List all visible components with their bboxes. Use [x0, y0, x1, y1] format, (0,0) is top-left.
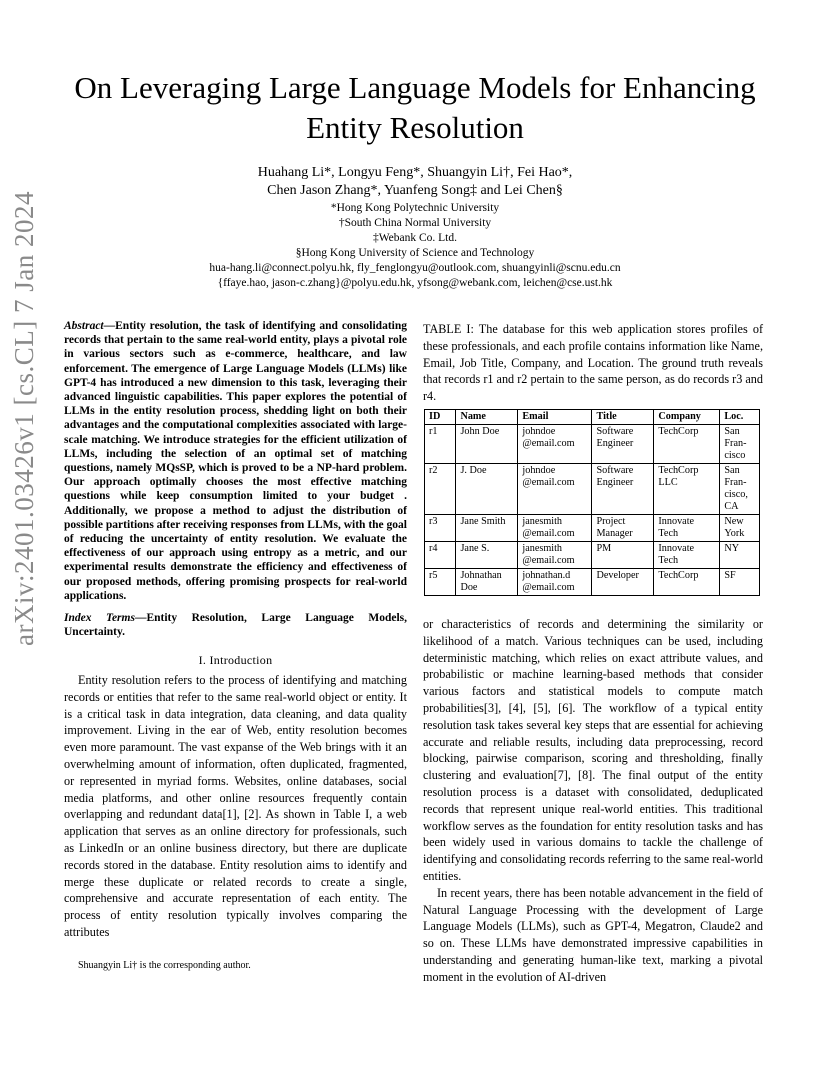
table-row — [425, 515, 760, 542]
abstract-label: Abstract — [64, 320, 104, 332]
table-row — [425, 425, 760, 464]
section-heading: I. Introduction — [198, 653, 273, 667]
authors-line-1: Huahang Li*, Longyu Feng*, Shuangyin Li†, Fei Hao*, — [257, 165, 573, 180]
profiles-table — [424, 409, 760, 596]
introduction-text — [64, 672, 407, 941]
paper-title: On Leveraging Large Language Models for Enhancing Entity Resolution — [74, 70, 756, 145]
table-caption: TABLE I: The database for this web application stores profiles of these professionals, and each profile contains information like Name, Email, Job Title, Company, and Location. The ground truth reveals that records r1 and r2 pertain to the same person, as do records r3 and r4. — [423, 322, 763, 404]
header-title: Title — [592, 410, 654, 425]
cell-title: PM — [592, 542, 654, 569]
cell-name: J. Doe — [456, 464, 518, 515]
index-terms — [64, 611, 407, 639]
cell-company: TechCorp LLC — [654, 464, 720, 515]
cell-company: TechCorp — [654, 425, 720, 464]
abstract-text: —Entity resolution, the task of identifying and consolidating records that pertain to the same real-world entity, plays a pivotal role in various sectors such as e-commerce, healthcare, and law enforcement. The emergence of Large Language Models (LLMs) like GPT-4 has introduced a new dimension to this task, leveraging their advanced linguistic capabilities. This paper explores the potential of LLMs in the entity resolution process, shedding light on both their advantages and the computational complexities associated with large-scale matching. We introduce strategies for the efficient utilization of LLMs, including the selection of an optimal set of matching questions, namely MQsSP, which is proved to be a NP-hard problem. Our approach optimally chooses the most effective matching questions while keep consumption limited to your budget . Additionally, we propose a method to adjust the distribution of possible partitions after receiving responses from LLMs, with the goal of reducing the uncertainty of entity resolution. We evaluate the effectiveness of our approach using entropy as a metric, and our experimental results demonstrate the efficiency and effectiveness of our proposed methods, offering promising prospects for real-world applications. — [64, 320, 407, 602]
header-name: Name — [456, 410, 518, 425]
right-paragraph-1: or characteristics of records and determining the similarity or likelihood of a match. Various techniques can be used, including deterministic matching, which relies on exact attribute values, and probabilistic or machine learning-based methods that consider various factors and statistical models to compute match probabilities[3], [4], [5], [6]. The workflow of a typical entity resolution task takes several key steps that are essential for achieving accurate and reliable results, including data preprocessing, record blocking, pairwise comparison, scoring and thresholding, finally clustering and evaluation[7], [8]. The final output of the entity resolution process is a dataset with consolidated, deduplicated records that represent unique real-world entities. This traditional workflow serves as the foundation for entity resolution tasks and has been widely used in various domains to tackle the challenge of identifying and consolidating records referring to the same real-world entities. — [423, 617, 763, 883]
table-header-row — [425, 410, 760, 425]
cell-location: San Fran- cisco, CA — [720, 464, 760, 515]
cell-company: Innovate Tech — [654, 515, 720, 542]
emails-line-1: hua-hang.li@connect.polyu.hk, fly_fenglongyu@outlook.com, shuangyinli@scnu.edu.cn — [209, 262, 621, 274]
index-terms-label: Index Terms — [64, 612, 135, 624]
cell-email: johndoe @email.com — [518, 425, 592, 464]
cell-name: Johnathan Doe — [456, 569, 518, 596]
right-column-text — [423, 616, 763, 986]
cell-name: Jane Smith — [456, 515, 518, 542]
header-location: Loc. — [720, 410, 760, 425]
cell-email: janesmith @email.com — [518, 515, 592, 542]
cell-title: Developer — [592, 569, 654, 596]
cell-id: r3 — [425, 515, 456, 542]
intro-paragraph: Entity resolution refers to the process of identifying and matching records or entities that refer to the same real-world object or entity. It is a critical task in data integration, data cleaning, and data quality improvement. Living in the ear of Web, entity resolution becomes even more paramount. The vast expanse of the Web brings with it an overwhelming amount of information, often duplicated, fragmented, or represented in myriad forms. Websites, online databases, social media platforms, and other online resources frequently contain overlapping and redundant data[1], [2]. As shown in Table I, a web application that serves as an online directory for professionals, such as LinkedIn or an online business directory, but there are duplicate records stored in the database. Entity resolution aims to identify and merge these duplicate or related records to create a single, comprehensive and accurate representation of each entity. The process of entity resolution typically involves comparing the attributes — [64, 673, 407, 939]
header-company: Company — [654, 410, 720, 425]
cell-title: Project Manager — [592, 515, 654, 542]
cell-title: Software Engineer — [592, 425, 654, 464]
abstract — [64, 319, 407, 603]
table-row — [425, 542, 760, 569]
table-row — [425, 569, 760, 596]
cell-name: John Doe — [456, 425, 518, 464]
emails-line-2: {ffaye.hao, jason-c.zhang}@polyu.edu.hk, yfsong@webank.com, leichen@cse.ust.hk — [217, 277, 613, 289]
cell-location: New York — [720, 515, 760, 542]
affiliation-1: *Hong Kong Polytechnic University — [330, 202, 500, 214]
cell-email: johnathan.d @email.com — [518, 569, 592, 596]
authors-line-2: Chen Jason Zhang*, Yuanfeng Song‡ and Lei Chen§ — [267, 183, 563, 198]
affiliation-2: †South China Normal University — [338, 217, 492, 229]
cell-id: r5 — [425, 569, 456, 596]
table-row — [425, 464, 760, 515]
right-paragraph-2: In recent years, there has been notable advancement in the field of Natural Language Processing with the development of Large Language Models (LLMs), such as GPT-4, Megatron, Claude2 and so on. These LLMs have demonstrated impressive capabilities in understanding and generating human-like text, marking a pivotal moment in the evolution of AI-driven — [423, 885, 763, 984]
affiliation-4: §Hong Kong University of Science and Technology — [295, 247, 535, 259]
cell-location: SF — [720, 569, 760, 596]
cell-location: San Fran- cisco — [720, 425, 760, 464]
cell-id: r2 — [425, 464, 456, 515]
header-email: Email — [518, 410, 592, 425]
cell-company: Innovate Tech — [654, 542, 720, 569]
cell-title: Software Engineer — [592, 464, 654, 515]
index-terms-text: —Entity Resolution, Large Language Models, Uncertainty. — [64, 612, 407, 639]
cell-company: TechCorp — [654, 569, 720, 596]
cell-email: johndoe @email.com — [518, 464, 592, 515]
arxiv-identifier: arXiv:2401.03426v1 [cs.CL] 7 Jan 2024 — [9, 191, 39, 646]
header-id: ID — [425, 410, 456, 425]
footnote: Shuangyin Li† is the corresponding author. — [78, 960, 251, 971]
cell-email: janesmith @email.com — [518, 542, 592, 569]
affiliation-3: ‡Webank Co. Ltd. — [372, 232, 458, 244]
cell-id: r4 — [425, 542, 456, 569]
cell-id: r1 — [425, 425, 456, 464]
author-list — [150, 164, 680, 200]
cell-name: Jane S. — [456, 542, 518, 569]
cell-location: NY — [720, 542, 760, 569]
